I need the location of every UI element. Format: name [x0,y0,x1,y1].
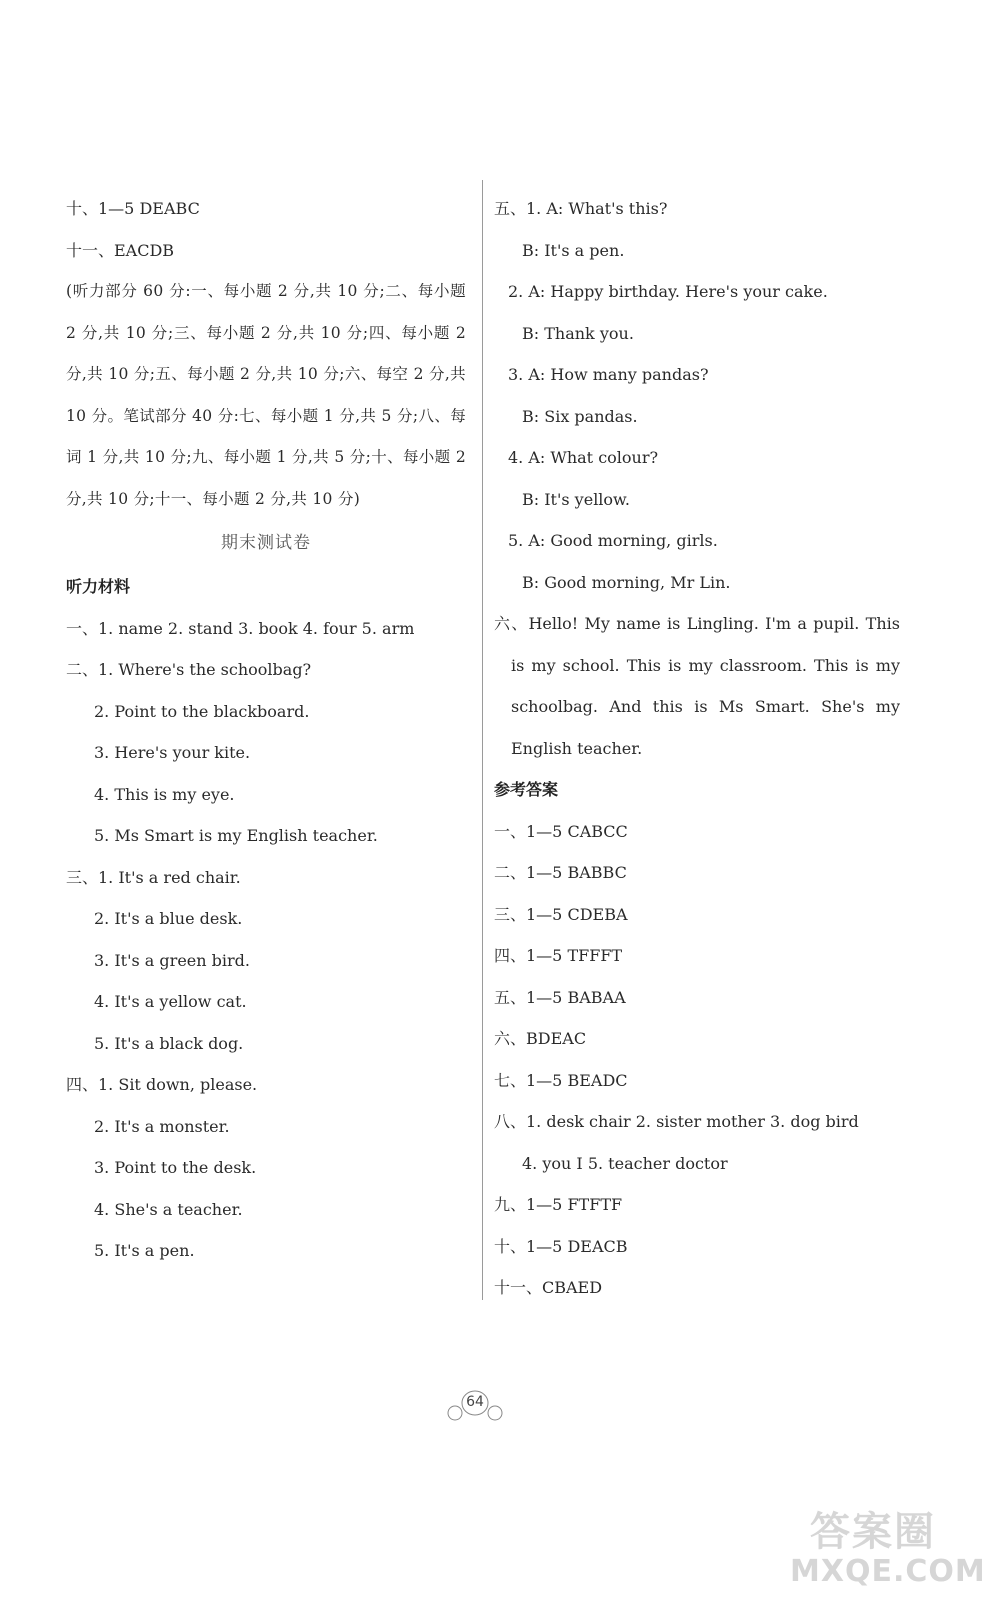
right-column [494,188,900,1309]
answer-key [494,811,900,1309]
answer-line: 十、1—5 DEABC [66,199,200,218]
answer-line: 四、1—5 TFFFT [494,946,623,965]
dialogue-line: B: Six pandas. [522,406,638,426]
answer-line: 一、1—5 CABCC [494,821,628,841]
answers-heading: 参考答案 [494,780,559,799]
column-divider [482,180,483,1300]
listening-line: 3. Point to the desk. [94,1158,257,1177]
left-column [66,188,466,1272]
answer-line: 十、1—5 DEACB [494,1236,628,1256]
listening-materials [66,608,466,1272]
listening-line: 一、1. name 2. stand 3. book 4. four 5. arm [66,618,415,638]
answer-line: 五、1—5 BABAA [494,987,626,1007]
answer-line: 十一、CBAED [494,1278,603,1297]
answer-line: 三、1—5 CDEBA [494,904,628,924]
listening-line: 5. It's a pen. [94,1241,195,1260]
watermark-top: 答案圈 [810,1509,936,1555]
dialogue-line: B: It's a pen. [522,240,625,260]
dialogue-section [494,188,900,603]
answer-line: 十一、EACDB [66,240,175,260]
listening-line: 二、1. Where's the schoolbag? [66,660,312,679]
listening-heading: 听力材料 [66,577,131,596]
dialogue-line: B: It's yellow. [522,489,630,509]
dialogue-line: 4. A: What colour? [508,448,659,467]
watermark [790,1500,986,1595]
answer-line: 七、1—5 BEADC [494,1070,628,1090]
listening-line: 4. This is my eye. [94,784,235,804]
listening-line: 4. She's a teacher. [94,1199,243,1219]
listening-line: 2. Point to the blackboard. [94,701,310,721]
dialogue-line: 五、1. A: What's this? [494,199,668,218]
listening-line: 2. It's a blue desk. [94,909,243,928]
scoring-note: (听力部分 60 分:一、每小题 2 分,共 10 分;二、每小题 2 分,共 10 分;三、每小题 2 分,共 10 分;四、每小题 2 分,共 10 分;五、每小题 2 分,共 10 分;六、每空 2 分,共 10 分。笔试部分 40 分:七、每小题 1 分,共 5 分;八、每词 1 分,共 10 分;九、每小题 1 分,共 5 分;十、每小题 2 分,共 10 分;十一、每小题 2 分,共 10 分) [66,282,466,508]
listening-line: 3. Here's your kite. [94,743,251,762]
listening-line: 四、1. Sit down, please. [66,1075,258,1094]
passage: 六、Hello! My name is Lingling. I'm a pupil. This is my school. This is my classroom. This is my schoolbag. And this is Ms Smart. She's my English teacher. [494,614,900,758]
watermark-url: MXQE.COM [790,1554,986,1589]
section-title: 期末测试卷 [221,533,311,553]
answer-line: 九、1—5 FTFTF [494,1195,623,1214]
dialogue-line: 3. A: How many pandas? [508,365,709,384]
dialogue-line: B: Good morning, Mr Lin. [522,572,731,592]
answer-line: 六、BDEAC [494,1029,587,1048]
previous-answers [66,188,466,271]
dialogue-line: B: Thank you. [522,323,634,343]
listening-line: 5. It's a black dog. [94,1033,244,1053]
dialogue-line: 5. A: Good morning, girls. [508,531,718,550]
listening-line: 2. It's a monster. [94,1116,230,1136]
answer-line: 八、1. desk chair 2. sister mother 3. dog bird [494,1112,859,1131]
page-number: 64 [466,1394,484,1410]
page-number-badge [440,1388,510,1424]
answer-line: 4. you I 5. teacher doctor [522,1153,728,1173]
answer-line: 二、1—5 BABBC [494,863,627,882]
listening-line: 3. It's a green bird. [94,950,250,970]
listening-line: 三、1. It's a red chair. [66,867,241,887]
dialogue-line: 2. A: Happy birthday. Here's your cake. [508,282,828,301]
listening-line: 4. It's a yellow cat. [94,992,247,1011]
listening-line: 5. Ms Smart is my English teacher. [94,826,378,845]
